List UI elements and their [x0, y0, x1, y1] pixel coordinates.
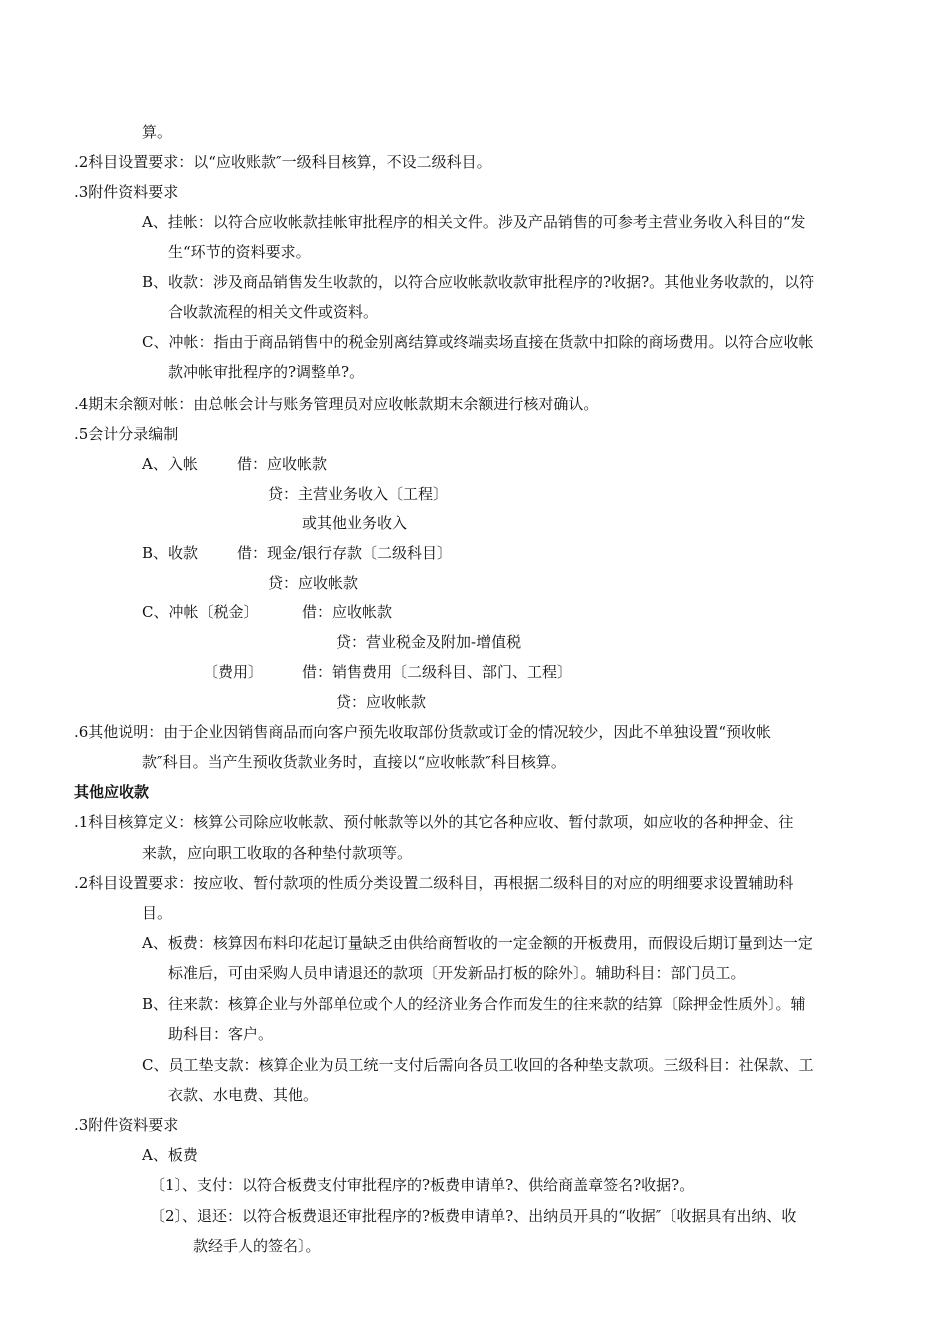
text-line: 款″科目。当产生预收货款业务时，直接以“应收帐款″科目核算。: [142, 753, 566, 771]
text-line: B、收款：涉及商品销售发生收款的，以符合应收帐款收款审批程序的?收据?。其他业务收款的，以符: [142, 273, 815, 291]
text-line: .2科目设置要求：按应收、暂付款项的性质分类设置二级科目，再根据二级科目的对应的明细要求设置辅助科: [74, 874, 794, 892]
text-line: A、板费：核算因布料印花起订量缺乏由供给商暂收的一定金额的开板费用，而假设后期订量到达一定: [142, 934, 813, 952]
text-line: 衣款、水电费、其他。: [168, 1086, 319, 1104]
text-line: B、往来款：核算企业与外部单位或个人的经济业务合作而发生的往来款的结算〔除押金性质外〕。辅: [142, 995, 806, 1013]
entry-debit: 借：应收帐款: [237, 455, 328, 473]
text-line: .1科目核算定义：核算公司除应收帐款、预付帐款等以外的其它各种应收、暂付款项，如应收的各种押金、往: [74, 813, 794, 831]
entry-credit-alt: 或其他业务收入: [302, 514, 408, 532]
text-line: .3附件资料要求: [74, 1116, 179, 1134]
text-line: .5会计分录编制: [74, 425, 179, 443]
entry-debit: 借：销售费用〔二级科目、部门、工程〕: [302, 663, 573, 681]
text-line: 款冲帐审批程序的?调整单?。: [168, 363, 365, 381]
section-heading: 其他应收款: [74, 783, 150, 801]
text-line: 标准后，可由采购人员申请退还的款项〔开发新品打板的除外〕。辅助科目：部门员工。: [168, 964, 746, 982]
text-line: 〔2〕、退还：以符合板费退还审批程序的?板费申请单?、出纳员开具的“收据″〔收据具有出纳、收: [150, 1207, 797, 1225]
text-line: C、员工垫支款：核算企业为员工统一支付后需向各员工收回的各种垫支款项。三级科目：社保款、工: [142, 1056, 814, 1074]
entry-credit: 贷：应收帐款: [336, 693, 427, 711]
entry-credit: 贷：应收帐款: [268, 574, 359, 592]
text-line: .6其他说明：由于企业因销售商品而向客户预先收取部份货款或订金的情况较少，因此不单独设置“预收帐: [74, 723, 771, 741]
text-line: A、挂帐：以符合应收帐款挂帐审批程序的相关文件。涉及产品销售的可参考主营业务收入科目的“发: [142, 213, 806, 231]
entry-debit: 借：现金/银行存款〔二级科目〕: [237, 544, 453, 562]
text-line: 助科目：客户。: [168, 1025, 274, 1043]
text-line: C、冲帐：指由于商品销售中的税金别离结算或终端卖场直接在货款中扣除的商场费用。以符合应收帐: [142, 333, 814, 351]
entry-label: 〔费用〕: [203, 663, 264, 681]
text-line: 款经手人的签名〕。: [193, 1237, 321, 1255]
text-line: 来款，应向职工收取的各种垫付款项等。: [142, 844, 413, 862]
text-line: 算。: [142, 123, 173, 141]
entry-label: A、入帐: [142, 455, 198, 473]
entry-credit: 贷：主营业务收入〔工程〕: [268, 485, 449, 503]
text-line: 合收款流程的相关文件或资料。: [168, 303, 379, 321]
entry-credit: 贷：营业税金及附加-增值税: [336, 633, 522, 651]
entry-label: C、冲帐〔税金〕: [142, 603, 259, 621]
entry-debit: 借：应收帐款: [302, 603, 393, 621]
text-line: .2科目设置要求：以“应收账款″一级科目核算，不设二级科目。: [74, 153, 492, 171]
text-line: 目。: [142, 904, 173, 922]
text-line: .3附件资料要求: [74, 183, 179, 201]
text-line: 生“环节的资料要求。: [168, 243, 311, 261]
text-line: A、板费: [142, 1146, 198, 1164]
text-line: 〔1〕、支付：以符合板费支付审批程序的?板费申请单?、供给商盖章签名?收据?。: [150, 1176, 695, 1194]
text-line: .4期末余额对帐：由总帐会计与账务管理员对应收帐款期末余额进行核对确认。: [74, 395, 599, 413]
entry-label: B、收款: [142, 544, 199, 562]
